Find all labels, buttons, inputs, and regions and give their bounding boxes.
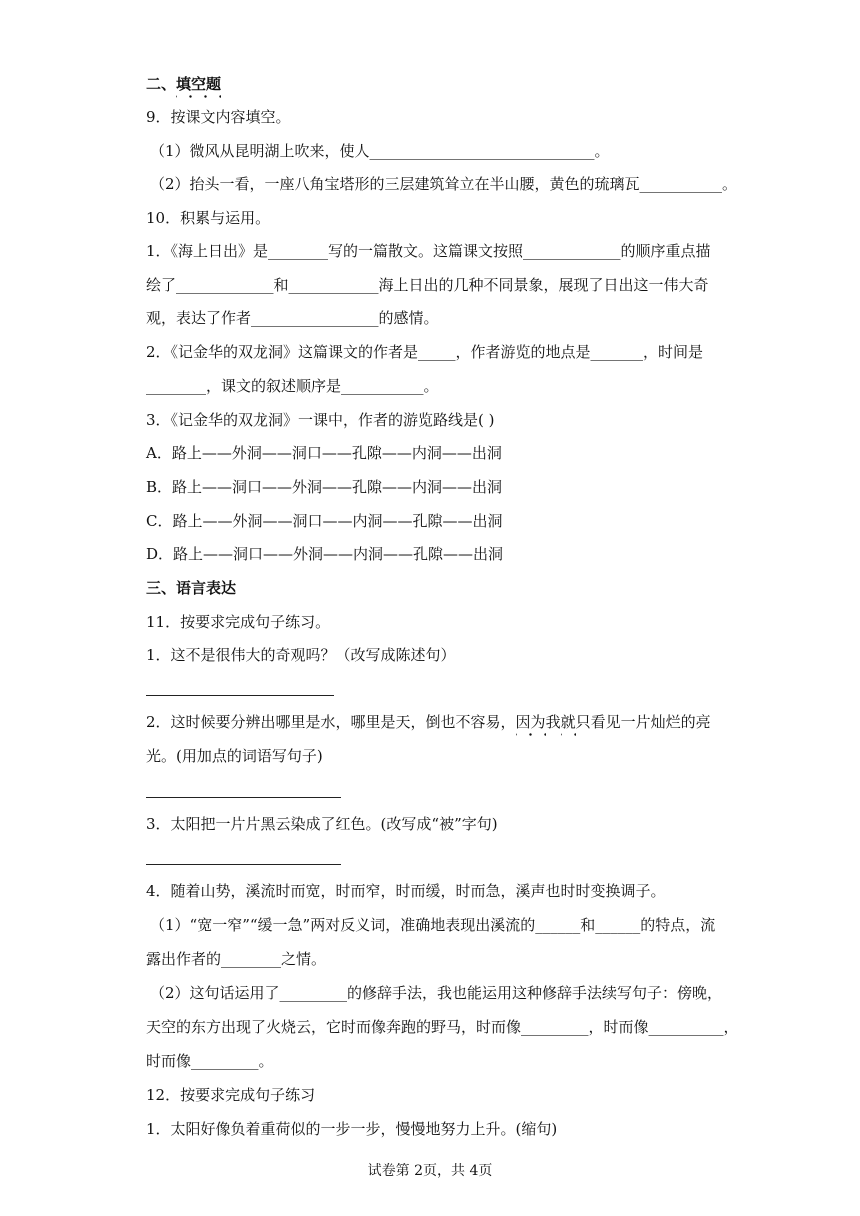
question-9-item-1: （1）微风从昆明湖上吹来，使人______________________________。 bbox=[150, 142, 610, 160]
question-11-sentence-4-part-1-line-2: 露出作者的________之情。 bbox=[146, 950, 327, 968]
option-d: D．路上——洞口——外洞——内洞——孔隙——出洞 bbox=[146, 545, 504, 563]
question-11-sentence-2-line-2: 光。(用加点的词语写句子) bbox=[146, 747, 323, 765]
dotted-word-just: 就 bbox=[560, 713, 576, 731]
sentence-2-text-middle: 我 bbox=[545, 713, 561, 731]
question-9-item-2: （2）抬头一看，一座八角宝塔形的三层建筑耸立在半山腰，黄色的琉璃瓦___________。 bbox=[150, 175, 738, 193]
question-11-sentence-4: 4．随着山势，溪流时而宽，时而窄，时而缓，时而急，溪声也时时变换调子。 bbox=[146, 882, 666, 900]
question-10-part-1-line-2: 绘了_____________和____________海上日出的几种不同景象，展现了日出这一伟大奇 bbox=[146, 276, 709, 294]
section-heading-fill-in bbox=[146, 74, 716, 94]
option-a: A．路上——外洞——洞口——孔隙——内洞——出洞 bbox=[146, 444, 502, 462]
dotted-word-because: 因为 bbox=[515, 713, 546, 731]
question-12-stem: 12．按要求完成句子练习 bbox=[146, 1086, 316, 1104]
question-10-part-2-line-1: 2．《记金华的双龙洞》这篇课文的作者是_____，作者游览的地点是_______，时间是 bbox=[146, 343, 704, 361]
section-heading-expression: 三、语言表达 bbox=[146, 579, 237, 597]
question-10-stem: 10．积累与运用。 bbox=[146, 209, 271, 227]
question-11-sentence-3: 3．太阳把一片片黑云染成了红色。(改写成“被”字句) bbox=[146, 815, 498, 833]
question-11-sentence-4-part-2-line-2: 天空的东方出现了火烧云，它时而像奔跑的野马，时而像_________，时而像__________， bbox=[146, 1018, 739, 1036]
question-11-sentence-1: 1．这不是很伟大的奇观吗？（改写成陈述句） bbox=[146, 646, 456, 664]
page-footer: 试卷第 2页，共 4页 bbox=[367, 1163, 493, 1179]
question-10-part-1-line-3: 观，表达了作者_________________的感情。 bbox=[146, 309, 439, 327]
question-11-sentence-4-part-1-line-1: （1）“宽一窄”“缓一急”两对反义词，准确地表现出溪流的______和______的特点，流 bbox=[150, 916, 716, 934]
question-12-sentence-1: 1．太阳好像负着重荷似的一步一步，慢慢地努力上升。(缩句) bbox=[146, 1120, 558, 1138]
answer-line-1[interactable] bbox=[146, 695, 334, 696]
answer-line-2[interactable] bbox=[146, 797, 341, 798]
question-10-part-3-stem: 3．《记金华的双龙洞》一课中，作者的游览路线是( ) bbox=[146, 411, 495, 429]
section-number: 二、 bbox=[146, 75, 177, 93]
sentence-2-text-before: 2．这时候要分辨出哪里是水，哪里是天，倒也不容易， bbox=[146, 713, 516, 731]
question-9-stem: 9．按课文内容填空。 bbox=[146, 108, 291, 126]
question-11-sentence-4-part-2-line-3: 时而像_________。 bbox=[146, 1052, 274, 1070]
option-b: B．路上——洞口——外洞——孔隙——内洞——出洞 bbox=[146, 478, 503, 496]
option-c: C．路上——外洞——洞口——内洞——孔隙——出洞 bbox=[146, 512, 503, 530]
question-10-part-1-line-1: 1．《海上日出》是________写的一篇散文。这篇课文按照_____________的顺序重点描 bbox=[146, 242, 711, 260]
question-11-stem: 11．按要求完成句子练习。 bbox=[146, 613, 331, 631]
answer-line-3[interactable] bbox=[146, 864, 341, 865]
question-11-sentence-4-part-2-line-1: （2）这句话运用了_________的修辞手法，我也能运用这种修辞手法续写句子：傍晚， bbox=[150, 984, 723, 1002]
sentence-2-text-after: 只看见一片灿烂的亮 bbox=[575, 713, 711, 731]
question-10-part-2-line-2: ________，课文的叙述顺序是___________。 bbox=[146, 377, 439, 395]
question-11-sentence-2-line-1 bbox=[146, 712, 716, 732]
section-title-dotted: 填空题 bbox=[176, 75, 222, 93]
